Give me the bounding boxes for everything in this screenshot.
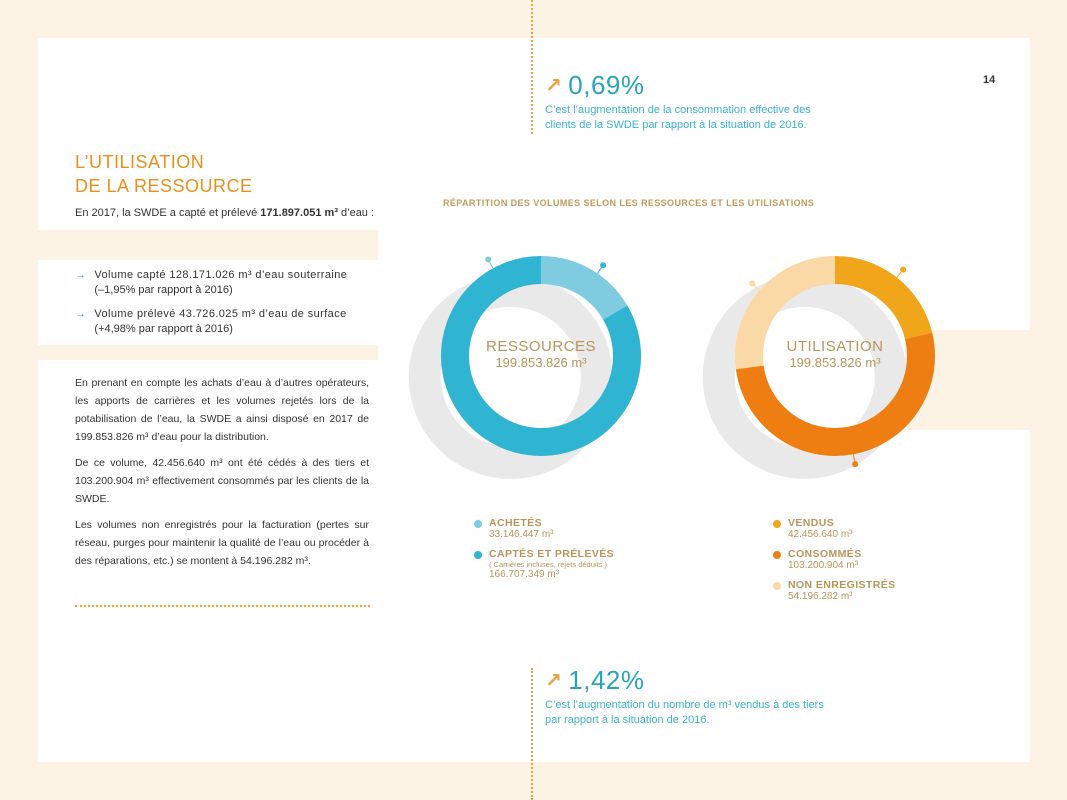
legend-dot-icon bbox=[773, 520, 781, 528]
section-title-line2: DE LA RESSOURCE bbox=[75, 176, 253, 196]
legend-dot-icon bbox=[474, 520, 482, 528]
section-title-line1: L’UTILISATION bbox=[75, 152, 205, 172]
legend-ressources bbox=[474, 517, 614, 588]
page-number: 14 bbox=[983, 74, 996, 86]
legend-item: ACHETÉS 33.146.447 m³ bbox=[474, 517, 614, 540]
donut-center-title: UTILISATION bbox=[786, 338, 884, 355]
donut-pin-dot bbox=[600, 262, 606, 268]
donut-pin-dot bbox=[485, 256, 491, 262]
legend-item: CAPTÉS ET PRÉLEVÉS ( Carrières incluses, rejets déduits ) 166.707.349 m³ bbox=[474, 548, 614, 580]
donut-pin-dot bbox=[852, 461, 858, 467]
legend-utilisation bbox=[773, 517, 896, 610]
paragraph: De ce volume, 42.456.640 m³ ont été cédés à des tiers et 103.200.904 m³ effectivement consommés par les clients de la SWDE. bbox=[75, 457, 369, 505]
arrow-right-icon: → bbox=[75, 308, 87, 320]
legend-item: NON ENREGISTRÉS 54.196.282 m³ bbox=[773, 579, 896, 602]
legend-dot-icon bbox=[773, 551, 781, 559]
stat-top-description: C’est l’augmentation de la consommation effective des clients de la SWDE par rapport à la situation de 2016. bbox=[545, 104, 811, 131]
list-item: → Volume prélevé 43.726.025 m³ d’eau de surface (+4,98% par rapport à 2016) bbox=[75, 308, 347, 335]
arrow-up-icon: ↗ bbox=[545, 670, 563, 692]
legend-dot-icon bbox=[474, 551, 482, 559]
list-item: → Volume capté 128.171.026 m³ d’eau souterraine (–1,95% par rapport à 2016) bbox=[75, 269, 348, 296]
legend-item: VENDUS 42.456.640 m³ bbox=[773, 517, 896, 540]
legend-dot-icon bbox=[773, 582, 781, 590]
donut-center-ressources bbox=[461, 338, 621, 370]
arrow-up-icon: ↗ bbox=[545, 75, 563, 97]
chart-title: RÉPARTITION DES VOLUMES SELON LES RESSOURCES ET LES UTILISATIONS bbox=[443, 198, 815, 208]
stat-bottom-description: C’est l’augmentation du nombre de m³ vendus à des tiers par rapport à la situation de 2016. bbox=[545, 699, 824, 726]
donut-pin-dot bbox=[900, 267, 906, 273]
paragraph: En prenant en compte les achats d’eau à d’autres opérateurs, les apports de carrières et les volumes rejetés lors de la potabilisation de l’eau, la SWDE a ainsi disposé en 2017 de 199.853.826 m³ d’eau pour la distribution. bbox=[75, 377, 369, 443]
paragraph: Les volumes non enregistrés pour la facturation (pertes sur réseau, purges pour maintenir la qualité de l’eau ou procéder à des réparations, etc.) se montent à 54.196.282 m³. bbox=[75, 519, 369, 567]
donut-center-title: RESSOURCES bbox=[485, 338, 597, 355]
arrow-right-icon: → bbox=[75, 269, 87, 281]
donut-center-utilisation bbox=[755, 338, 915, 370]
donut-center-value: 199.853.826 m³ bbox=[495, 355, 587, 370]
stat-bottom-value: 1,42% bbox=[568, 665, 645, 695]
intro-text: En 2017, la SWDE a capté et prélevé 171.897.051 m³ d’eau : bbox=[75, 207, 375, 219]
donut-center-value: 199.853.826 m³ bbox=[789, 355, 881, 370]
legend-item: CONSOMMÉS 103.200.904 m³ bbox=[773, 548, 896, 571]
donut-pin-dot bbox=[749, 281, 755, 287]
stat-top-value: 0,69% bbox=[568, 70, 645, 100]
intro-volume: 171.897.051 m³ bbox=[260, 207, 338, 219]
